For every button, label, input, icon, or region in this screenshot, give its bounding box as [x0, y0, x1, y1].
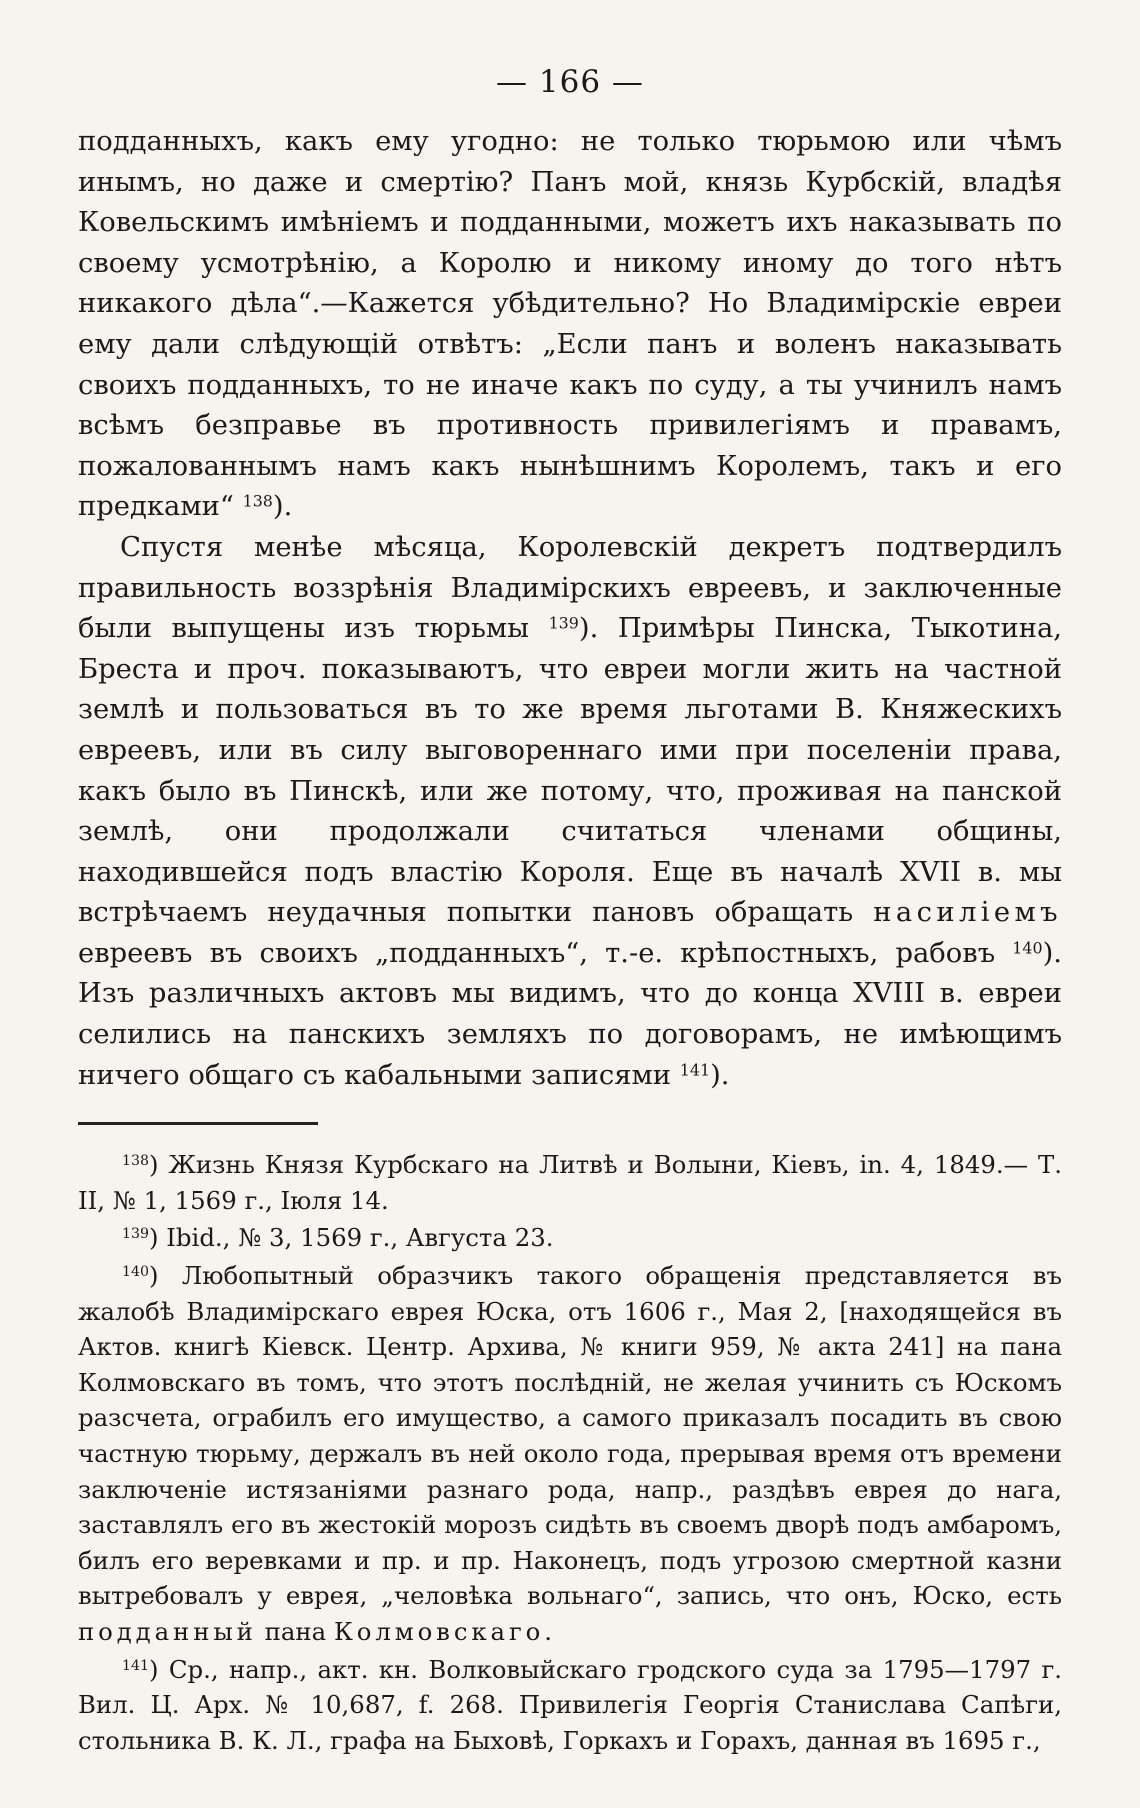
emphasis-spaced: подданный [78, 1616, 257, 1646]
footnote-text: . [544, 1616, 553, 1646]
footnote-139 [78, 1220, 1062, 1256]
footnote-text: пана [256, 1616, 334, 1646]
main-text [78, 122, 1062, 1096]
text-run: евреевъ въ своихъ „подданныхъ“, т.-е. крѣпостныхъ, рабовъ [78, 937, 1013, 969]
footnote-text: ) Ibid., № 3, 1569 г., Августа 23. [149, 1223, 554, 1253]
footnote-138 [78, 1147, 1062, 1218]
footnote-number: 141 [122, 1657, 149, 1674]
footnote-ref-139: 139 [548, 613, 579, 633]
footnote-ref-141: 141 [679, 1059, 711, 1079]
text-run: Спустя менѣе мѣсяца, Королевскій декретъ подтвердилъ правильность воззрѣнія Владимірскихъ евреевъ, и заключенные были выпущены изъ тюрьмы [78, 531, 1062, 645]
text-run: подданныхъ, какъ ему угодно: не только тюрьмою или чѣмъ инымъ, но даже и смертію? Панъ мой, князь Курбскій, владѣя Ковельскимъ имѣніемъ и подданными, можетъ ихъ наказывать по своему усмотрѣнію, а Королю и никому иному до того нѣтъ никакого дѣла“.—Кажется убѣдительно? Но Владимірскіе евреи ему дали слѣдующій отвѣтъ: „Если панъ и воленъ наказывать своихъ подданныхъ, то не иначе какъ по суду, а ты учинилъ намъ всѣмъ безправье въ противность привилегіямъ и правамъ, пожалованнымъ намъ какъ нынѣшнимъ Королемъ, такъ и его предками“ [78, 126, 1062, 523]
text-run: ). Примѣры Пинска, Тыкотина, Бреста и проч. показываютъ, что евреи могли жить на частной землѣ и пользоваться въ то же время льготами В. Княжескихъ евреевъ, или въ силу выговореннаго ими при поселеніи права, какъ было въ Пинскѣ, или же потому, что, проживая на панской землѣ, они продолжали считаться членами общины, находившейся подъ властію Короля. Еще въ началѣ XVII в. мы встрѣчаемъ неудачныя попытки пановъ обращать [78, 613, 1062, 929]
emphasis-spaced: насиліемъ [873, 897, 1062, 929]
footnote-number: 138 [122, 1153, 149, 1170]
paragraph [78, 122, 1062, 528]
footnote-text: ) Ср., напр., акт. кн. Волковыйскаго гродского суда за 1795—1797 г. Вил. Ц. Арх. № 10,687, f. 268. Привилегія Георгія Станислава Сапѣги, стольника В. К. Л., графа на Быховѣ, Горкахъ и Горахъ, данная въ 1695 г., [78, 1654, 1062, 1755]
footnote-number: 140 [122, 1264, 149, 1281]
footnote-text: ) Жизнь Князя Курбскаго на Литвѣ и Волыни, Кіевъ, in. 4, 1849.— Т. II, № 1, 1569 г., Іюля 14. [78, 1150, 1062, 1215]
document-page [78, 60, 1062, 1800]
footnote-ref-140: 140 [1012, 938, 1043, 958]
page-number: — 166 — [496, 64, 644, 100]
emphasis-spaced: Колмовскаго [333, 1616, 545, 1646]
footnote-140 [78, 1258, 1062, 1650]
footnote-number: 139 [122, 1226, 149, 1243]
text-run: ). Изъ различныхъ актовъ мы видимъ, что до конца XVIII в. евреи селились на панскихъ земляхъ по договорамъ, не имѣющимъ ничего общаго съ кабальными записями [78, 937, 1062, 1091]
text-run: ). [710, 1059, 730, 1091]
footnote-text: ) Любопытный образчикъ такого обращенія представляется въ жалобѣ Владимірскаго еврея Юска, отъ 1606 г., Мая 2, [находящейся въ Актов. книгѣ Кіевск. Центр. Архива, № книги 959, № акта 241] на пана Колмовскаго въ томъ, что этотъ послѣдній, не желая учинить съ Юскомъ разсчета, ограбилъ его имущество, а самого приказалъ посадить въ свою частную тюрьму, держалъ въ ней около года, прерывая время отъ времени заключеніе истязаніями разнаго рода, напр., раздѣвъ еврея до нага, заставлялъ его въ жестокій морозъ сидѣть въ своемъ дворѣ подъ амбаромъ, билъ его веревками и пр. и пр. Наконецъ, подъ угрозою смертной казни вытребовалъ у еврея, „человѣка вольнаго“, запись, что онъ, Юско, есть [78, 1261, 1062, 1611]
footnote-ref-138: 138 [242, 491, 273, 511]
footnotes [78, 1147, 1062, 1758]
footnote-divider [78, 1122, 318, 1125]
footnote-141 [78, 1652, 1062, 1759]
paragraph [78, 528, 1062, 1096]
text-run: ). [272, 491, 293, 523]
